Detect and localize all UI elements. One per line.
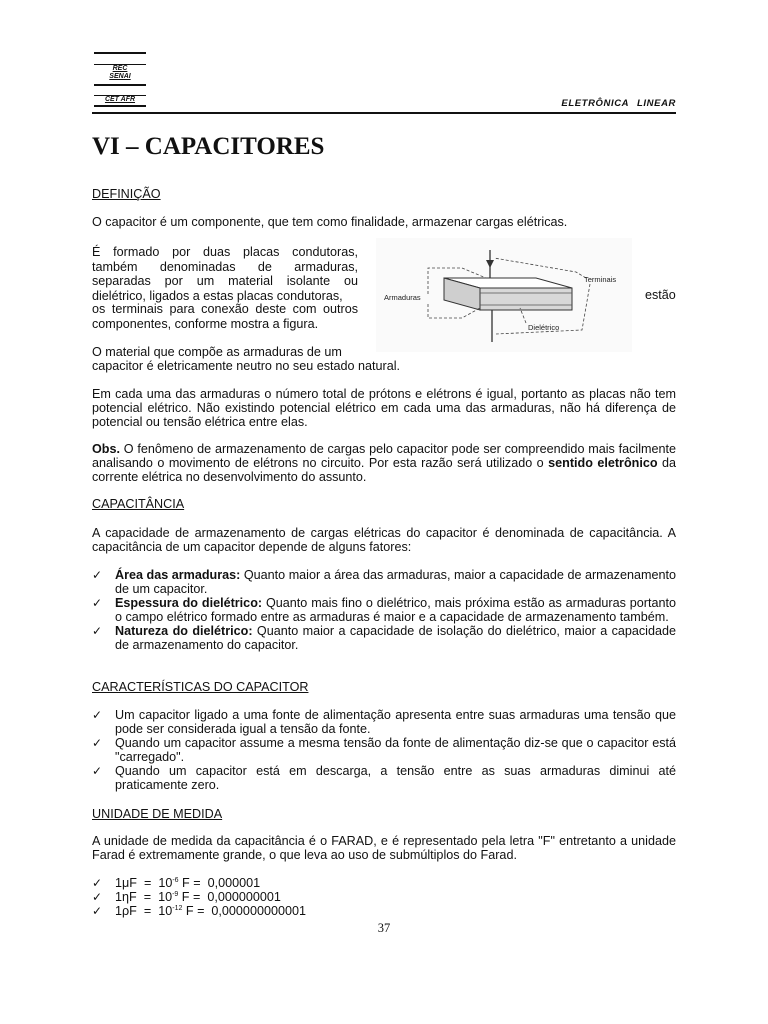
check-icon: ✓: [92, 904, 103, 918]
definicao-paragraph-4: Em cada uma das armaduras o número total de prótons e elétrons é igual, portanto as placas não tem potencial elétrico. Não existindo potencial elétrico em cada uma das armaduras, não há diferença de potencial ou tensão elétrica entre elas.: [92, 387, 676, 429]
logo-line-rec: REC: [112, 65, 128, 72]
logo-rule: [94, 105, 146, 107]
label-armaduras: Armaduras: [384, 293, 421, 302]
check-icon: ✓: [92, 890, 103, 904]
capacitancia-intro: A capacidade de armazenamento de cargas elétricas do capacitor é denominada de capacitância. A capacitância de um capacitor depende de alguns fatores:: [92, 526, 676, 554]
check-icon: ✓: [92, 764, 103, 778]
check-icon: ✓: [92, 876, 103, 890]
unit-base: 10: [158, 890, 173, 904]
logo-line-senai: SENAI: [109, 73, 131, 80]
obs-paragraph: [92, 442, 676, 484]
definicao-paragraph-2-cont: os terminais para conexão deste com outros componentes, conforme mostra a figura.: [92, 302, 358, 331]
check-icon: ✓: [92, 568, 103, 582]
unidade-paragraph: A unidade de medida da capacitância é o FARAD, e é representado pela letra "F" entretanto a unidade Farad é extremamente grande, o que leva ao uso de submúltiplos do Farad.: [92, 834, 676, 862]
list-item: [92, 568, 676, 596]
list-item: [92, 624, 676, 652]
heading-unidade: UNIDADE DE MEDIDA: [92, 807, 223, 821]
unit-exponent: -9: [172, 891, 179, 898]
caracteristicas-list: [92, 708, 676, 792]
list-item-text: Quanto maior a capacidade de isolação do dielétrico, maior a capacidade de armazenamento do capacitor.: [115, 624, 676, 652]
top-terminal-arrow: [486, 260, 494, 268]
heading-definicao: DEFINIÇÃO: [92, 187, 161, 201]
unit-base: 10: [158, 876, 173, 890]
unit-base: 10: [158, 904, 173, 918]
definicao-paragraph-2-tail: estão: [645, 288, 676, 302]
header-section-label: ELETRÔNICA LINEAR: [561, 98, 676, 109]
header-divider: [92, 112, 676, 114]
senai-logo: [94, 52, 146, 107]
unit-symbol: 1ρF: [115, 904, 137, 918]
list-item: [92, 596, 676, 624]
list-item-text: Um capacitor ligado a uma fonte de alimentação apresenta entre suas armaduras uma tensão que pode ser considerada igual a tensão da fonte.: [115, 708, 676, 736]
list-item-text: Quanto maior a área das armaduras, maior a capacidade de armazenamento de um capacitor.: [115, 568, 676, 596]
list-item: ✓ $1\rho F = 10^{-12}$ F = 0,000000000001: [92, 904, 306, 918]
unit-value: 0,000000000001: [211, 904, 306, 918]
logo-line-cetafr: CET AFR: [104, 96, 136, 103]
logo-rule: [94, 84, 146, 86]
list-item-text: Quando um capacitor assume a mesma tensão da fonte de alimentação diz-se que o capacitor está "carregado".: [115, 736, 676, 764]
unit-exponent: -6: [172, 877, 179, 884]
obs-label: Obs.: [92, 442, 120, 456]
unit-value: 0,000000001: [207, 890, 281, 904]
unit-value: 0,000001: [207, 876, 261, 890]
capacitancia-list: [92, 568, 676, 652]
definicao-paragraph-3a: O material que compõe as armaduras de um: [92, 345, 342, 359]
list-item: ✓ $1\eta F = 10^{-9}$ F = 0,000000001: [92, 890, 281, 904]
check-icon: ✓: [92, 596, 103, 610]
label-dieletrico: Dielétrico: [528, 323, 560, 332]
definicao-paragraph-1: O capacitor é um componente, que tem como finalidade, armazenar cargas elétricas.: [92, 215, 568, 229]
list-item-text: Quanto mais fino o dielétrico, mais próxima estão as armaduras portanto o campo elétrico formado entre as armaduras é maior e a capacidade de armazenamento também.: [115, 596, 676, 624]
terminais-leader-top: [494, 258, 586, 278]
definicao-paragraph-2: É formado por duas placas condutoras, também denominadas de armaduras, separadas por um material isolante ou dielétrico, ligados a estas placas condutoras,: [92, 245, 358, 303]
check-icon: ✓: [92, 624, 103, 638]
unit-exponent: -12: [172, 905, 183, 912]
list-item-bold: Natureza do dielétrico:: [115, 624, 253, 638]
obs-text-2: da corrente elétrica no desenvolvimento do assunto.: [92, 456, 676, 484]
unit-symbol: 1μF: [115, 876, 137, 890]
list-item-bold: Área das armaduras:: [115, 568, 241, 582]
obs-text-1: O fenômeno de armazenamento de cargas pelo capacitor pode ser compreendido mais facilmente analisando o movimento de elétrons no circuito. Por esta razão será utilizado o: [92, 442, 676, 470]
capacitor-figure: [376, 238, 632, 352]
page-title: VI – CAPACITORES: [92, 133, 325, 160]
list-item-bold: Espessura do dielétrico:: [115, 596, 263, 610]
list-item: [92, 764, 676, 792]
heading-caracteristicas: CARACTERÍSTICAS DO CAPACITOR: [92, 680, 309, 694]
unidade-list: [92, 876, 676, 918]
list-item: [92, 736, 676, 764]
heading-capacitancia: CAPACITÂNCIA: [92, 497, 185, 511]
list-item: ✓ $1\mu F = 10^{-6}$ F = 0,000001: [92, 876, 261, 890]
unit-symbol: 1ηF: [115, 890, 137, 904]
obs-bold: sentido eletrônico: [548, 456, 658, 470]
definicao-paragraph-3b: capacitor é eletricamente neutro no seu estado natural.: [92, 359, 401, 373]
label-terminais: Terminais: [584, 275, 617, 284]
check-icon: ✓: [92, 736, 103, 750]
page-number: 37: [377, 921, 391, 935]
capacitor-diagram: [376, 238, 632, 352]
dielectric-front: [480, 288, 572, 310]
check-icon: ✓: [92, 708, 103, 722]
list-item-text: Quando um capacitor está em descarga, a tensão entre as suas armaduras diminui até praticamente zero.: [115, 764, 676, 792]
list-item: [92, 708, 676, 736]
